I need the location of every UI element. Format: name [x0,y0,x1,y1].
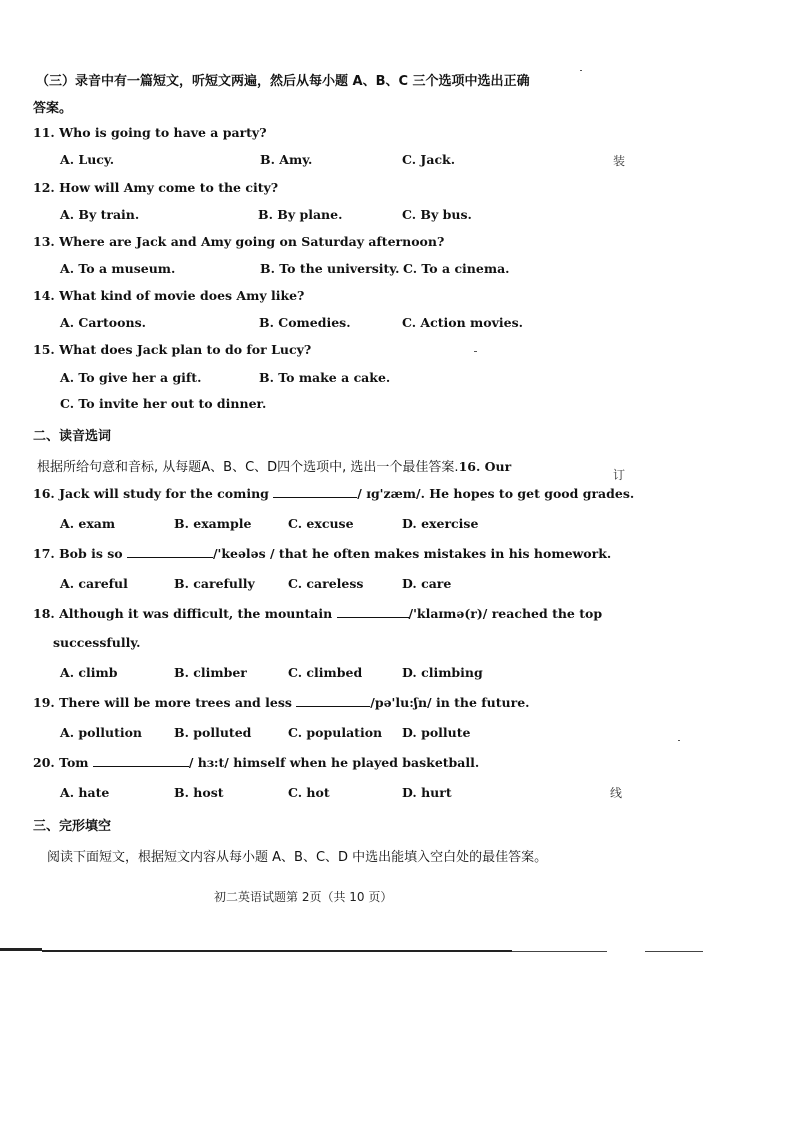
q18-blank[interactable] [337,607,409,618]
question-17 [33,546,611,561]
q17-option-a[interactable]: A. careful [60,576,128,591]
q15-option-c[interactable]: C. To invite her out to dinner. [60,396,267,411]
section-cloze-title: 三、完形填空 [33,819,112,834]
question-20 [33,755,479,770]
q19-option-b[interactable]: B. polluted [174,725,252,740]
q19-option-c[interactable]: C. population [288,725,383,740]
q14-option-a[interactable]: A. Cartoons. [60,315,146,330]
question-11: 11. Who is going to have a party? [33,125,267,140]
q19-stem-part1: 19. There will be more trees and less [33,695,297,710]
q20-option-d[interactable]: D. hurt [402,785,452,800]
q19-option-a[interactable]: A. pollution [60,725,143,740]
q11-option-a[interactable]: A. Lucy. [60,152,115,167]
section-pronunciation-instruction-text: 根据所给句意和音标, 从每题A、B、C、D四个选项中, 选出一个最佳答案. [37,460,459,475]
question-18 [33,606,602,621]
q18-stem-part2: /'klaɪmə(r)/ reached the top [408,606,603,621]
scan-speck [580,70,582,71]
margin-mark-top: 装 [613,154,626,168]
q18-option-b[interactable]: B. climber [174,665,247,680]
q17-option-b[interactable]: B. carefully [174,576,255,591]
section-listening-3-instruction-line1: （三）录音中有一篇短文，听短文两遍，然后从每小题 A、B、C 三个选项中选出正确 [36,74,530,89]
q14-option-c[interactable]: C. Action movies. [402,315,523,330]
q12-option-a[interactable]: A. By train. [60,207,140,222]
q15-option-b[interactable]: B. To make a cake. [259,370,391,385]
margin-mark-middle: 订 [613,468,626,482]
q13-option-c[interactable]: C. To a cinema. [403,261,510,276]
q15-option-a[interactable]: A. To give her a gift. [60,370,202,385]
q19-blank[interactable] [296,696,370,707]
section-pronunciation-title: 二、读音选词 [33,429,112,444]
question-14: 14. What kind of movie does Amy like? [33,288,305,303]
page-footer: 初二英语试题第 2页（共 10 页） [214,890,393,904]
q16-blank[interactable] [273,487,357,498]
q18-option-c[interactable]: C. climbed [288,665,363,680]
q20-stem-part1: 20. Tom [33,755,93,770]
section-pronunciation-instruction-tail: 16. Our [458,459,512,474]
question-19 [33,695,530,710]
q12-option-c[interactable]: C. By bus. [402,207,472,222]
page-edge-line-right [512,951,607,952]
q13-option-b[interactable]: B. To the university. [260,261,400,276]
q17-option-d[interactable]: D. care [402,576,452,591]
question-12: 12. How will Amy come to the city? [33,180,279,195]
q17-option-c[interactable]: C. careless [288,576,364,591]
page-edge-line-left [0,948,42,951]
q13-option-a[interactable]: A. To a museum. [60,261,176,276]
page-edge-line [42,950,512,952]
question-15: 15. What does Jack plan to do for Lucy? [33,342,312,357]
question-13: 13. Where are Jack and Amy going on Saturday afternoon? [33,234,445,249]
q18-stem-part1: 18. Although it was difficult, the mountain [33,606,337,621]
q16-option-d[interactable]: D. exercise [402,516,479,531]
q18-option-d[interactable]: D. climbing [402,665,483,680]
q17-stem-part1: 17. Bob is so [33,546,127,561]
q20-blank[interactable] [93,756,189,767]
q16-option-c[interactable]: C. excuse [288,516,354,531]
question-18-continued: successfully. [53,635,141,650]
q18-option-a[interactable]: A. climb [60,665,118,680]
q20-option-a[interactable]: A. hate [60,785,110,800]
q19-stem-part2: /pə'lu:ʃn/ in the future. [370,695,530,710]
q19-option-d[interactable]: D. pollute [402,725,471,740]
q16-option-b[interactable]: B. example [174,516,252,531]
q11-option-c[interactable]: C. Jack. [402,152,456,167]
scan-speck [474,351,477,352]
q12-option-b[interactable]: B. By plane. [258,207,343,222]
page-edge-line-far-right [645,951,703,952]
section-cloze-instruction: 阅读下面短文，根据短文内容从每小题 A、B、C、D 中选出能填入空白处的最佳答案。 [47,850,548,865]
question-16 [33,486,634,501]
q20-stem-part2: / hɜ:t/ himself when he played basketball. [188,755,480,770]
margin-mark-bottom: 线 [610,786,623,800]
q16-stem-part2: / ɪg'zæm/. He hopes to get good grades. [357,486,635,501]
q16-stem-part1: 16. Jack will study for the coming [33,486,274,501]
q20-option-b[interactable]: B. host [174,785,224,800]
q17-blank[interactable] [127,547,213,558]
section-pronunciation-instruction [37,456,511,475]
scan-speck [678,740,680,741]
q11-option-b[interactable]: B. Amy. [260,152,313,167]
section-listening-3-instruction-line2: 答案。 [33,101,73,116]
q16-option-a[interactable]: A. exam [60,516,116,531]
q14-option-b[interactable]: B. Comedies. [259,315,351,330]
q17-stem-part2: /'keələs / that he often makes mistakes in his homework. [212,546,612,561]
q20-option-c[interactable]: C. hot [288,785,330,800]
